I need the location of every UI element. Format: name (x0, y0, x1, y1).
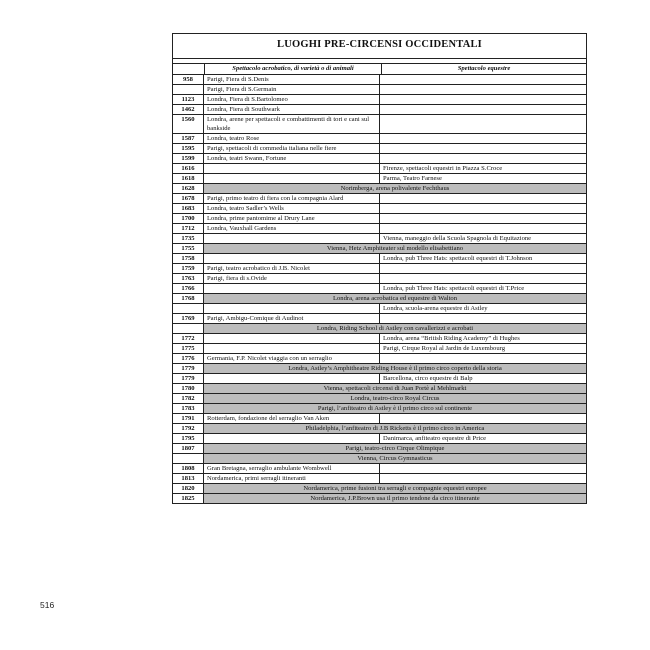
table-row (173, 464, 586, 474)
row-acrobatic-event (204, 234, 380, 243)
table-row (173, 424, 586, 434)
row-equestrian-event: Londra, pub Three Hats: spettacoli equestri di T.Price (383, 285, 525, 292)
row-equestrian-event (380, 105, 586, 114)
row-equestrian-event (380, 214, 586, 223)
row-year: 1768 (173, 294, 204, 303)
table-row (173, 324, 586, 334)
row-acrobatic-event: Rotterdam, fondazione del serraglio Van Aken (204, 414, 380, 423)
row-acrobatic-event: Parigi, Fiera di S.Denis (204, 75, 380, 84)
row-year: 1712 (173, 224, 204, 233)
row-year: 1595 (173, 144, 204, 153)
table-row (173, 454, 586, 464)
row-year: 1763 (173, 274, 204, 283)
table-row (173, 494, 586, 503)
row-equestrian-event: Parigi, Cirque Royal al Jardin de Luxembourg (383, 345, 506, 352)
table-row (173, 244, 586, 254)
row-year: 958 (173, 75, 204, 84)
row-equestrian-event: Londra, pub Three Hats: spettacoli equestri di T.Johnson (383, 255, 533, 262)
row-equestrian-event: Londra, arena “British Riding Academy” di Hughes (383, 335, 520, 342)
row-shared-event: Nordamerica, J.P.Brown usa il primo tendone da circo itinerante (204, 494, 586, 503)
row-year (173, 324, 204, 333)
header-equestrian: Spettacolo equestre (457, 65, 511, 72)
table-row (173, 404, 586, 414)
row-shared-event: Vienna, spettacoli circensi di Juan Portè al Mehlmarkt (204, 384, 586, 393)
row-year: 1678 (173, 194, 204, 203)
row-acrobatic-event: Parigi, Fiera di S.Germain (204, 85, 380, 94)
row-equestrian-event (380, 464, 586, 473)
row-year: 1775 (173, 344, 204, 353)
row-acrobatic-event: Londra, Fiera di Southwark (204, 105, 380, 114)
row-year: 1782 (173, 394, 204, 403)
row-acrobatic-event: Londra, arene per spettacoli e combattimenti di tori e cani sul bankside (204, 115, 380, 133)
row-acrobatic-event (204, 284, 380, 293)
row-equestrian-event: Vienna, maneggio della Scuola Spagnola di Equitazione (383, 235, 532, 242)
row-year: 1779 (173, 364, 204, 373)
row-acrobatic-event (204, 164, 380, 173)
row-equestrian-event: Parma, Teatro Farnese (383, 175, 442, 182)
table-row (173, 474, 586, 484)
row-acrobatic-event: Nordamerica, primi serragli itineranti (204, 474, 380, 483)
table-row (173, 294, 586, 304)
row-year (173, 454, 204, 463)
row-year: 1820 (173, 484, 204, 493)
row-acrobatic-event: Londra, Fiera di S.Bartolomeo (204, 95, 380, 104)
table-row (173, 184, 586, 194)
row-acrobatic-event (204, 334, 380, 343)
row-acrobatic-event: Londra, prime pantomime al Drury Lane (204, 214, 380, 223)
table-row (173, 95, 586, 105)
table-row (173, 234, 586, 244)
row-equestrian-event (380, 474, 586, 483)
table-row (173, 204, 586, 214)
table-row (173, 344, 586, 354)
row-year: 1758 (173, 254, 204, 263)
row-year (173, 85, 204, 94)
table-row (173, 304, 586, 314)
row-year: 1780 (173, 384, 204, 393)
row-acrobatic-event: Londra, teatro Rose (204, 134, 380, 143)
row-equestrian-event (380, 95, 586, 104)
row-year: 1599 (173, 154, 204, 163)
row-shared-event: Norimberga, arena polivalente Fechthaus (204, 184, 586, 193)
row-year: 1772 (173, 334, 204, 343)
row-year: 1700 (173, 214, 204, 223)
table-row (173, 434, 586, 444)
table-row (173, 105, 586, 115)
row-equestrian-event (380, 314, 586, 323)
table-row (173, 75, 586, 85)
row-year: 1560 (173, 115, 204, 133)
table-row (173, 384, 586, 394)
row-year: 1795 (173, 434, 204, 443)
table-row (173, 214, 586, 224)
row-equestrian-event: Barcellona, circo equestre di Balp (383, 375, 473, 382)
row-equestrian-event (380, 115, 586, 133)
row-equestrian-event (380, 134, 586, 143)
row-year: 1462 (173, 105, 204, 114)
row-year: 1813 (173, 474, 204, 483)
table-row (173, 284, 586, 294)
header-year-cell (173, 64, 205, 74)
row-shared-event: Londra, arena acrobatica ed equestre di Walton (204, 294, 586, 303)
table-row (173, 164, 586, 174)
table-row (173, 374, 586, 384)
row-year: 1808 (173, 464, 204, 473)
row-equestrian-event (380, 144, 586, 153)
row-year: 1776 (173, 354, 204, 363)
table-row (173, 354, 586, 364)
row-year: 1759 (173, 264, 204, 273)
table-row (173, 154, 586, 164)
table-row (173, 115, 586, 134)
row-acrobatic-event (204, 434, 380, 443)
row-equestrian-event (380, 85, 586, 94)
row-year: 1683 (173, 204, 204, 213)
table-row (173, 394, 586, 404)
row-equestrian-event: Danimarca, anfiteatro equestre di Price (383, 435, 487, 442)
table-row (173, 174, 586, 184)
header-acrobatic: Spettacolo acrobatico, di varietà o di animali (205, 64, 382, 74)
row-year: 1755 (173, 244, 204, 253)
row-acrobatic-event: Parigi, teatro acrobatico di J.B. Nicolet (204, 264, 380, 273)
row-year: 1769 (173, 314, 204, 323)
row-year: 1587 (173, 134, 204, 143)
row-equestrian-event (380, 75, 586, 84)
row-equestrian-event (380, 274, 586, 283)
row-equestrian-event (380, 354, 586, 363)
table-row (173, 484, 586, 494)
row-acrobatic-event (204, 304, 380, 313)
row-acrobatic-event (204, 374, 380, 383)
row-year: 1791 (173, 414, 204, 423)
row-year: 1616 (173, 164, 204, 173)
row-equestrian-event (380, 154, 586, 163)
table-header-row (173, 64, 586, 75)
row-shared-event: Londra, Riding School di Astley con cavallerizzi e acrobati (204, 324, 586, 333)
row-acrobatic-event: Londra, Vauxhall Gardens (204, 224, 380, 233)
table-row (173, 264, 586, 274)
row-year: 1825 (173, 494, 204, 503)
table-row (173, 224, 586, 234)
row-equestrian-event (380, 204, 586, 213)
row-acrobatic-event: Germania, F.P. Nicolet viaggia con un serraglio (204, 354, 380, 363)
row-shared-event: Parigi, l’anfiteatro di Astley è il primo circo sul continente (204, 404, 586, 413)
table-row (173, 274, 586, 284)
row-year: 1783 (173, 404, 204, 413)
row-year: 1618 (173, 174, 204, 183)
table-body (173, 75, 586, 503)
row-acrobatic-event: Parigi, fiera di s.Ovide (204, 274, 380, 283)
table-row (173, 144, 586, 154)
row-acrobatic-event (204, 344, 380, 353)
row-equestrian-event (380, 224, 586, 233)
row-shared-event: Londra, teatro-circo Royal Circus (204, 394, 586, 403)
row-shared-event: Philadelphia, l’anfiteatro di J.B Ricketts è il primo circo in America (204, 424, 586, 433)
row-year: 1807 (173, 444, 204, 453)
table-row (173, 194, 586, 204)
row-acrobatic-event: Parigi, Ambigu-Comique di Audinot (204, 314, 380, 323)
row-shared-event: Vienna, Hetz Amphiteater sul modello elisabettiano (204, 244, 586, 253)
row-equestrian-event (380, 264, 586, 273)
table-row (173, 444, 586, 454)
row-year: 1779 (173, 374, 204, 383)
row-shared-event: Parigi, teatro-circo Cirque Olimpique (204, 444, 586, 453)
row-acrobatic-event: Londra, teatro Sadler’s Wells (204, 204, 380, 213)
row-acrobatic-event (204, 254, 380, 263)
page-number: 516 (40, 600, 55, 610)
table-row (173, 85, 586, 95)
row-acrobatic-event: Parigi, spettacoli di commedia italiana nelle fiere (204, 144, 380, 153)
table-row (173, 334, 586, 344)
row-acrobatic-event: Gran Bretagna, serraglio ambulante Wombwell (204, 464, 380, 473)
table-row (173, 314, 586, 324)
row-equestrian-event (380, 414, 586, 423)
table-row (173, 134, 586, 144)
row-year: 1766 (173, 284, 204, 293)
places-table (172, 33, 587, 504)
row-shared-event: Vienna, Circus Gymnasticus (204, 454, 586, 463)
row-year: 1735 (173, 234, 204, 243)
row-year (173, 304, 204, 313)
table-row (173, 254, 586, 264)
row-year: 1628 (173, 184, 204, 193)
row-equestrian-event: Londra, scuola-arena equestre di Astley (383, 305, 488, 312)
row-acrobatic-event: Londra, teatri Swann, Fortune (204, 154, 380, 163)
table-row (173, 364, 586, 374)
row-equestrian-event (380, 194, 586, 203)
row-year: 1123 (173, 95, 204, 104)
row-equestrian-event: Firenze, spettacoli equestri in Piazza S.Croce (383, 165, 503, 172)
row-shared-event: Londra, Astley’s Amphitheatre Riding House è il primo circo coperto della storia (204, 364, 586, 373)
row-acrobatic-event (204, 174, 380, 183)
table-row (173, 414, 586, 424)
row-acrobatic-event: Parigi, primo teatro di fiera con la compagnia Alard (204, 194, 380, 203)
table-title: LUOGHI PRE-CIRCENSI OCCIDENTALI (173, 34, 586, 59)
row-shared-event: Nordamerica, prime fusioni tra serragli e compagnie equestri europee (204, 484, 586, 493)
row-year: 1792 (173, 424, 204, 433)
